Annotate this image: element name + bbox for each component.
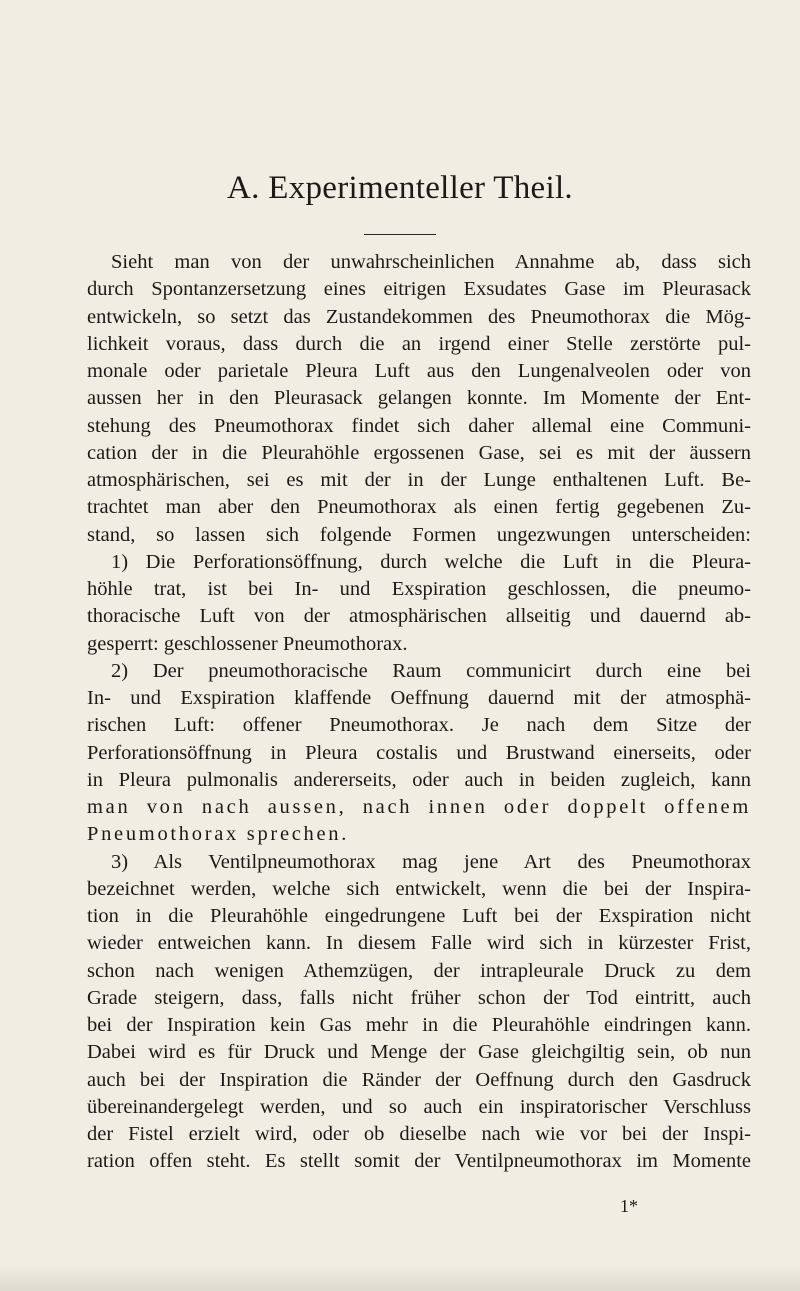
text-line-spaced: man von nach aussen, nach innen oder doppelt offenem bbox=[87, 796, 751, 818]
text-line: in Pleura pulmonalis andererseits, oder auch in beiden zugleich, kann bbox=[87, 768, 751, 791]
text-line: cation der in die Pleurahöhle ergossenen Gase, sei es mit der äussern bbox=[87, 441, 751, 464]
text-line: übereinandergelegt werden, und so auch ein inspiratorischer Verschluss bbox=[87, 1095, 751, 1118]
text-line: bezeichnet werden, welche sich entwickelt, wenn die bei der Inspira- bbox=[87, 877, 751, 900]
text-line: thoracische Luft von der atmosphärischen allseitig und dauernd ab- bbox=[87, 605, 751, 628]
text-line: Sieht man von der unwahrscheinlichen Annahme ab, dass sich bbox=[111, 251, 751, 273]
text-line: Perforationsöffnung in Pleura costalis und Brustwand einerseits, oder bbox=[87, 741, 751, 764]
text-line: tion in die Pleurahöhle eingedrungene Luft bei der Exspiration nicht bbox=[87, 905, 751, 927]
signature-mark: 1* bbox=[620, 1196, 638, 1216]
text-line: atmosphärischen, sei es mit der in der Lunge enthaltenen Luft. Be- bbox=[87, 469, 751, 491]
section-heading: A. Experimenteller Theil. bbox=[227, 170, 573, 206]
text-line: Dabei wird es für Druck und Menge der Gase gleichgiltig sein, ob nun bbox=[87, 1041, 751, 1064]
text-line: 1) Die Perforationsöffnung, durch welche die Luft in die Pleura- bbox=[111, 550, 751, 573]
text-line: ration offen steht. Es stellt somit der Ventilpneumothorax im Momente bbox=[87, 1150, 751, 1173]
text-line: 2) Der pneumothoracische Raum communicirt durch eine bei bbox=[111, 659, 751, 682]
text-line-spaced: Pneumothorax sprechen. bbox=[87, 823, 350, 846]
text-line: bei der Inspiration kein Gas mehr in die Pleurahöhle eindringen kann. bbox=[87, 1014, 751, 1036]
text-line: lichkeit voraus, dass durch die an irgend einer Stelle zerstörte pul- bbox=[87, 332, 751, 355]
text-line: auch bei der Inspiration die Ränder der Oeffnung durch den Gasdruck bbox=[87, 1068, 751, 1091]
text-line: wieder entweichen kann. In diesem Falle wird sich in kürzester Frist, bbox=[87, 932, 751, 955]
text-line: trachtet man aber den Pneumothorax als einen fertig gegebenen Zu- bbox=[87, 496, 751, 519]
text-line: aussen her in den Pleurasack gelangen konnte. Im Momente der Ent- bbox=[87, 387, 751, 410]
text-line: monale oder parietale Pleura Luft aus den Lungenalveolen oder von bbox=[87, 360, 751, 382]
heading-divider bbox=[364, 234, 436, 235]
text-line-spaced: rischen Luft: offener Pneumothorax. Je nach dem Sitze der bbox=[87, 714, 751, 737]
text-line: entwickeln, so setzt das Zustandekommen des Pneumothorax die Mög- bbox=[87, 305, 751, 328]
text-line-spaced: gesperrt: geschlossener Pneumothorax. bbox=[87, 632, 408, 655]
body-text bbox=[87, 249, 751, 1176]
text-line: In- und Exspiration klaffende Oeffnung dauernd mit der atmosphä- bbox=[87, 687, 751, 709]
text-line: durch Spontanzersetzung eines eitrigen Exsudates Gase im Pleurasack bbox=[87, 278, 751, 301]
text-line: schon nach wenigen Athemzügen, der intrapleurale Druck zu dem bbox=[87, 959, 751, 982]
text-line: stehung des Pneumothorax findet sich daher allemal eine Communi- bbox=[87, 414, 751, 437]
text-line: höhle trat, ist bei In- und Exspiration geschlossen, die pneumo- bbox=[87, 578, 751, 600]
text-line: Grade steigern, dass, falls nicht früher schon der Tod eintritt, auch bbox=[87, 986, 751, 1009]
text-line: der Fistel erzielt wird, oder ob dieselbe nach wie vor bei der Inspi- bbox=[87, 1123, 751, 1145]
page-edge-shadow bbox=[0, 1265, 800, 1291]
text-line: 3) Als Ventilpneumothorax mag jene Art des Pneumothorax bbox=[111, 850, 751, 873]
text-line: stand, so lassen sich folgende Formen ungezwungen unterscheiden: bbox=[87, 523, 751, 546]
